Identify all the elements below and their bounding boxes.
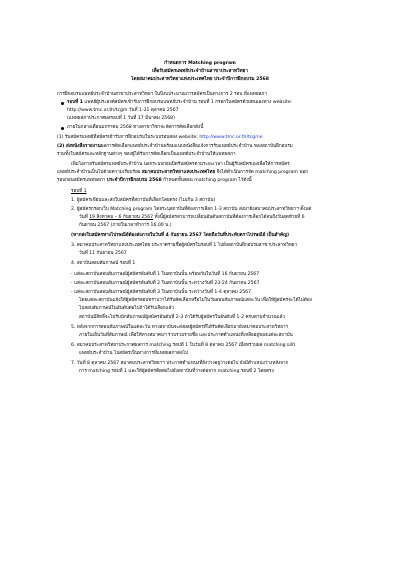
item-7b: การ matching รอบที่ 1 และให้ผู้สมัครติดต่อไปยังสถาบันที่ว่างต่อจาก matching รอบที่ 2 โดยตรง [79,369,274,374]
para-3b-post: จึงได้ดำเนินการจัด matching program นอก [215,170,309,175]
round1-label: รอบที่ 1 [67,100,83,105]
item-6a: 6. สมาคมประสาทวิทยาประกาศผลการ matching รอบที่ 1 ในวันที่ 8 ตุลาคม 2567 เมื่อทราบผล matching แล้ว [71,343,296,348]
header-line-3: โดยสมาคมประสาทวิทยาแห่งประเทศไทย ประจำปีการฝึกอบรม 2568 [131,77,269,82]
interview-note-2: ไปสอบสัมภาษณ์ในอันดับต่อไปถ้าได้รับเลือกแล้ว [79,306,174,311]
item-2c: กันยายน 2567 (ภายในเวลาทำการ 16.00 น.) [79,223,172,228]
round1-announce: (แพทยสภาประกาศผลรอบที่ 1 วันที่ 17 มีนาคม 2568) [67,116,175,121]
item-5b: ภายในเย็นวันที่สัมภาษณ์ เพื่อให้ทางสมาคมฯ รวบรวมรายชื่อ และประกาศตำแหน่งที่เหลืออยู่ของแต่ละสถาบัน [79,333,293,338]
postal-note: (หากส่งใบสมัครทางไปรษณีย์ต้องส่งภายในวันที่ 4 กันยายน 2567 โดยถือวันที่ประทับตราไปรษณีย์ เป็นสำคัญ) [71,233,290,238]
round1-text: แพทย์ผู้ประสงค์สมัครเข้ารับการฝึกอบรมแพทย์ประจำบ้าน รอบที่ 1 กรอกใบสมัครด้วยตนเองทาง website: [82,100,293,105]
item-2a: 2. ผู้สมัครกรอกเว็บ Matching program โดยระบุสถาบันที่ต้องการเลือก 1-3 สถาบัน ส่งมายังสมาคมประสาทวิทยาฯ ตั้งแต่ [71,207,312,212]
step-2-label: (2) ส่งหนังสือรายงาน [57,144,101,149]
interview-rank-2: - แต่ละสถาบันสอบสัมภาษณ์ผู้สมัครอันดับที่ 2 ในสถาบันนั้น ระหว่างวันที่ 23-24 กันยายน 2567 [71,281,260,286]
intro-line: การฝึกอบรมแพทย์ประจำบ้านสาขาประสาทวิทยา ในปีงบประมาณการสมัครเป็นทางการ 2 รอบ ที่แพทยสภา [57,92,267,97]
item-2b-post: ทั้งนี้ผู้สมัครสามารถเปลี่ยนอันดับสถาบันที่ต้องการเลือกได้จนถึงวันสุดท้ายที่ 6 [153,215,305,220]
item-3b: วันที่ 11 กันยายน 2567 [79,251,127,256]
training-year: ประจำปีการฝึกอบรม 2568 [106,178,162,183]
interview-rank-3: - แต่ละสถาบันสอบสัมภาษณ์ผู้สมัครอันดับที่ 3 ในสถาบันนั้น ระหว่างวันที่ 1-4 ตุลาคม 2567 [71,290,252,295]
step-1-text: (1) รับสมัครแพทย์ที่สมัครเข้ารับการฝึกอบรมในระบบรอบสอง website: [57,135,200,140]
bullet-icon [61,102,64,105]
interview-note-3: สถาบันมีสิทธิ์จะไม่รับนักสัมภาษณ์ผู้สมัครอันดับที่ 2-3 ถ้าได้รับผู้สมัครในอันดับที่ 1-2 ครบตามจำนวนแล้ว [79,315,285,320]
header-line-1: กำหนดการ Matching program [164,61,236,66]
para-3c-post: กำหนดขั้นตอน matching program ไว้ดังนี้ [161,178,252,183]
bullet-january: ภายในกลางเดือนมกราคม 2568 ทางสาขาวิชาจะจัดการคัดเลือกดังนี้ [67,125,204,130]
para-3a: เพิ่มโอกาสรับสมัครแพทย์ประจำบ้าน นอกระบบก่อนปิดรับสมัครตามระยะเวลา เป็นผู้รับสมัครเองเพื่อให้การสมัคร [71,162,290,167]
item-7a: 7. วันที่ 8 ตุลาคม 2567 สมาคมประสาทวิทยาฯ ประกาศตำแหน่งที่ยังว่างอยู่ว่างต่อไป ยังมีตำแหน่งว่างหลังจาก [71,361,289,366]
round1-website[interactable]: http://www.tmc.or.th/tcgm วันที่ 1-31 ตุลาคม 2567 [67,108,179,113]
header-line-2: เพื่อรับสมัครแพทย์ประจำบ้านสาขาประสาทวิทยา [152,69,248,74]
tcgme-link[interactable]: http://www.tmc.or.th/tcgme [199,135,263,140]
item-3a: 3. สมาคมประสาทวิทยาแห่งประเทศไทย ประกาศรายชื่อผู้สมัครในรอบที่ 1 ไปยังสถาบันฝึกอบรมสาขาประสาทวิทยา [71,243,298,248]
item-2b-pre: วันที่ [79,215,90,220]
step-2-text: ผลการคัดเลือกแพทย์ประจำบ้านพร้อมแนบหนังสือแจ้งการรับแพทย์ประจำบ้าน ของสถาบันฝึกอบรม [100,144,293,149]
para-3b [57,170,308,176]
para-3c-pre: รอบก่อนสมัครแพทยสภา [57,178,107,183]
interview-note-1: โดยแต่ละสถาบันแจ้งให้ผู้สมัครสอบทราบว่าได้รับคัดเลือกหรือไม่ในวันสอบสัมภาษณ์แต่ละวัน เพื่อให้ผู้สมัครจะได้ไม่ต้อง [79,298,312,303]
item-2b [79,215,305,221]
item-1: 1. ผู้สมัครเขียนและส่งใบสมัครที่สถาบันที่เลือกโดยตรง (ไม่เกิน 3 สถาบัน) [71,198,216,203]
application-period: 19 สิงหาคม – 6 กันยายน 2567 [89,215,154,220]
bullet-round1 [67,100,292,106]
association-name: สมาคมประสาทวิทยาแห่งประเทศไทย [141,170,216,175]
step-2 [57,144,293,150]
item-6b: แพทย์ประจำบ้าน ไปสมัครเป็นทางการที่แพทยสภาต่อไป [79,351,188,356]
step-2-cont: รวมทั้งใบสมัครและหลักฐานต่างๆ ของผู้ได้รับการคัดเลือกเป็นแพทย์ประจำบ้านให้แพทยสภา [57,152,236,157]
round1-title: รอบที่ 1 [71,189,87,194]
step-1 [57,135,263,141]
para-3b-pre: แพทย์ประจำบ้านเป็นไปด้วยความเรียบร้อย [57,170,142,175]
para-3c [57,178,252,184]
interview-rank-1: - แต่ละสถาบันสอบสัมภาษณ์ผู้สมัครอันดับที่ 1 ในสถาบันนั้น พร้อมกันในวันที่ 16 กันยายน 2567 [71,272,260,277]
bullet-icon [61,127,64,130]
item-5a: 5. หลังจากการสอบสัมภาษณ์ในแต่ละวัน ทางสถาบันจะส่งผลผู้สมัครที่ได้รับคัดเลือกมายังสมาคมประสาทวิทยาฯ [71,325,289,330]
item-4: 4. สถาบันสอบสัมภาษณ์ รอบที่ 1 [71,261,136,266]
